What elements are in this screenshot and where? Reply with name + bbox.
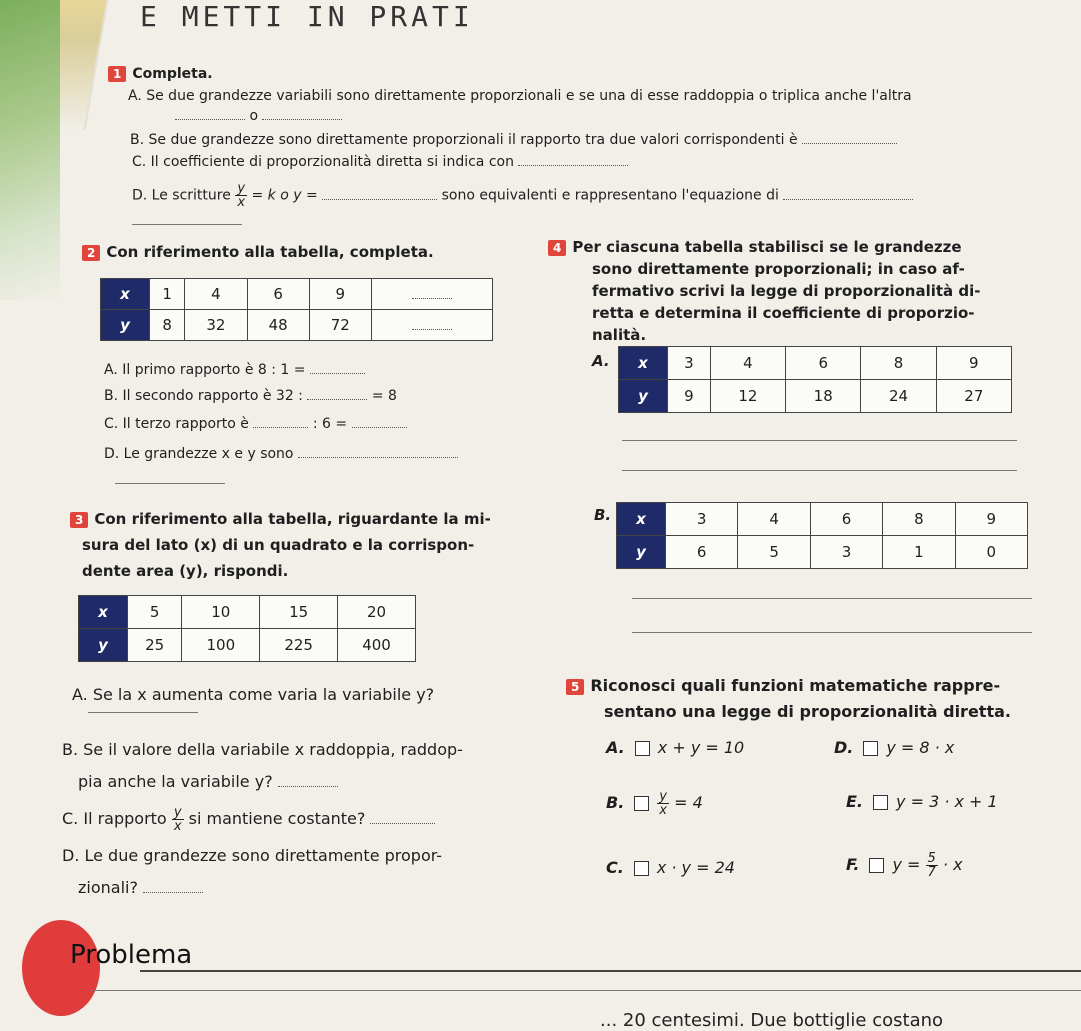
ex2-item-c <box>104 416 407 432</box>
ex3-x-cell: 20 <box>338 596 416 629</box>
ex4-title-l2: sono direttamente proporzionali; in caso af- <box>592 260 965 278</box>
ex2-row-y <box>101 310 493 341</box>
ex3-y-cell: 100 <box>182 629 260 662</box>
ex3-title-l1 <box>70 510 491 528</box>
ex1-item-a: A. Se due grandezze variabili sono direttamente proporzionali e se una di esse raddoppia o triplica anche l'altra <box>128 88 912 104</box>
ex4-a-row-x <box>619 347 1012 380</box>
ex4-a-x-cell: 9 <box>936 347 1011 380</box>
ex4-title-l1 <box>548 238 962 256</box>
ex2-x-blank-cell[interactable] <box>371 279 492 310</box>
ex4-table-b <box>616 502 1028 569</box>
ex3-title-l3: dente area (y), rispondi. <box>82 562 289 580</box>
ex1-c-blank[interactable] <box>518 165 628 166</box>
ex3-y-label: y <box>79 629 128 662</box>
ex3-item-d-l2 <box>78 878 203 897</box>
ex4-a-x-cell: 4 <box>710 347 785 380</box>
ex1-item-c <box>132 154 628 170</box>
ex4-b-x-cell: 4 <box>738 503 810 536</box>
ex2-y-cell: 8 <box>150 310 185 341</box>
ex1-title <box>108 66 213 82</box>
ex1-b-text: B. Se due grandezze sono direttamente proporzionali il rapporto tra due valori corrispondenti è <box>130 132 798 148</box>
ex1-d-mid: = k o y = <box>251 187 318 204</box>
ex2-y-label: y <box>101 310 150 341</box>
ex1-d-blank-1[interactable] <box>322 199 437 200</box>
ex3-x-cell: 5 <box>128 596 182 629</box>
problema-divider-2 <box>90 990 1081 991</box>
ex1-number: 1 <box>108 66 126 82</box>
ex5-b-text: = 4 <box>674 793 703 812</box>
ex3-row-y <box>79 629 416 662</box>
ex5-e-text: y = 3 · x + 1 <box>896 792 998 811</box>
ex5-number: 5 <box>566 679 584 695</box>
ex3-title-l2: sura del lato (x) di un quadrato e la corrispon- <box>82 536 475 554</box>
ex5-option-c[interactable] <box>606 858 735 877</box>
ex1-d-pre: D. Le scritture <box>132 187 231 204</box>
ex4-title-l5: nalità. <box>592 326 647 344</box>
ex3-item-d-l1: D. Le due grandezze sono direttamente propor- <box>62 846 443 865</box>
ex3-c-pre: C. Il rapporto <box>62 809 167 828</box>
ex5-f-pre: y = <box>892 855 921 874</box>
ex2-y-cell: 32 <box>185 310 247 341</box>
ex2-x-cell: 9 <box>309 279 371 310</box>
ex4-a-y-cell: 9 <box>668 380 711 413</box>
ex4-title-l1-text: Per ciascuna tabella stabilisci se le grandezze <box>572 238 962 256</box>
ex4-a-answer-line-1[interactable] <box>622 440 1017 441</box>
ex2-x-cell: 4 <box>185 279 247 310</box>
ex1-title-text: Completa. <box>132 66 213 82</box>
ex5-b-num: y <box>659 789 667 804</box>
ex5-title-l2: sentano una legge di proporzionalità diretta. <box>604 702 1011 721</box>
section-header: E METTI IN PRATI <box>140 0 474 33</box>
ex5-title-l1 <box>566 676 1000 695</box>
ex1-item-a-blanks <box>175 108 342 124</box>
ex2-item-b <box>104 388 397 404</box>
decorative-leaf-band <box>0 0 60 300</box>
ex1-d-blank-2[interactable] <box>783 199 913 200</box>
ex4-a-y-label: y <box>619 380 668 413</box>
ex3-item-b-l1: B. Se il valore della variabile x raddoppia, raddop- <box>62 740 463 759</box>
ex3-table <box>78 595 416 662</box>
ex4-b-y-cell: 1 <box>883 536 955 569</box>
ex3-number: 3 <box>70 512 88 528</box>
ex2-y-cell: 48 <box>247 310 309 341</box>
ex2-y-cell: 72 <box>309 310 371 341</box>
ex2-b-pre: B. Il secondo rapporto è 32 : <box>104 388 303 404</box>
ex3-b-l2-text: pia anche la variabile y? <box>78 772 273 791</box>
ex4-b-answer-line-2[interactable] <box>632 632 1032 633</box>
ex4-a-x-label: x <box>619 347 668 380</box>
ex1-d-fraction <box>235 182 247 209</box>
problema-text: ... 20 centesimi. Due bottiglie costano <box>600 1010 944 1031</box>
ex1-item-d <box>132 182 913 209</box>
ex5-option-e[interactable] <box>846 792 998 811</box>
ex2-x-cell: 1 <box>150 279 185 310</box>
ex5-c-letter: C. <box>606 858 624 877</box>
ex1-c-text: C. Il coefficiente di proporzionalità diretta si indica con <box>132 154 514 170</box>
ex3-item-a: A. Se la x aumenta come varia la variabile y? <box>72 685 435 704</box>
ex2-item-d <box>104 446 458 462</box>
ex4-b-y-cell: 6 <box>666 536 738 569</box>
ex4-b-x-label: x <box>617 503 666 536</box>
ex2-title <box>82 243 434 261</box>
ex2-row-x <box>101 279 493 310</box>
ex5-option-f[interactable] <box>846 852 963 879</box>
ex4-b-x-cell: 9 <box>955 503 1027 536</box>
checkbox-b[interactable] <box>634 796 649 811</box>
ex4-number: 4 <box>548 240 566 256</box>
problema-divider <box>140 970 1081 972</box>
ex3-y-cell: 225 <box>260 629 338 662</box>
ex5-f-letter: F. <box>846 855 860 874</box>
ex3-x-cell: 10 <box>182 596 260 629</box>
ex2-b-blank[interactable] <box>307 399 367 400</box>
ex2-y-blank-cell[interactable] <box>371 310 492 341</box>
ex4-a-y-cell: 18 <box>786 380 861 413</box>
ex5-a-letter: A. <box>606 738 625 757</box>
ex4-a-y-cell: 24 <box>861 380 936 413</box>
ex5-c-text: x · y = 24 <box>656 858 735 877</box>
ex3-c-post: si mantiene costante? <box>188 809 366 828</box>
ex2-d-blank[interactable] <box>298 457 458 458</box>
ex2-x-label: x <box>101 279 150 310</box>
ex3-x-label: x <box>79 596 128 629</box>
ex4-b-x-cell: 8 <box>883 503 955 536</box>
ex4-table-b-label: B. <box>594 506 612 524</box>
ex4-b-y-label: y <box>617 536 666 569</box>
problema-heading: Problema <box>70 940 193 970</box>
ex4-title-l4: retta e determina il coefficiente di proporzio- <box>592 304 975 322</box>
ex3-c-num: y <box>173 805 182 820</box>
ex4-title-l3: fermativo scrivi la legge di proporzionalità di- <box>592 282 981 300</box>
checkbox-e[interactable] <box>873 795 888 810</box>
ex2-title-text: Con riferimento alla tabella, completa. <box>106 243 434 261</box>
ex3-title-l1-text: Con riferimento alla tabella, riguardante la mi- <box>94 510 491 528</box>
ex3-c-blank[interactable] <box>370 823 435 824</box>
ex4-b-y-cell: 3 <box>810 536 882 569</box>
ex4-b-y-cell: 5 <box>738 536 810 569</box>
ex5-e-letter: E. <box>846 792 864 811</box>
ex1-item-b <box>130 132 897 148</box>
ex3-c-den: x <box>173 819 182 834</box>
ex2-table <box>100 278 493 341</box>
ex5-f-post: · x <box>942 855 963 874</box>
ex3-c-fraction <box>172 806 184 833</box>
ex1-b-blank[interactable] <box>802 143 897 144</box>
ex5-f-num: 5 <box>927 851 936 866</box>
ex4-table-a-label: A. <box>592 352 610 370</box>
ex5-option-a[interactable] <box>606 738 744 757</box>
ex5-b-letter: B. <box>606 793 625 812</box>
ex2-a-text: A. Il primo rapporto è 8 : 1 = <box>104 362 306 378</box>
ex3-y-cell: 400 <box>338 629 416 662</box>
ex2-c-mid: : 6 = <box>312 416 348 432</box>
ex1-d-den: x <box>237 195 246 210</box>
ex4-a-x-cell: 6 <box>786 347 861 380</box>
ex1-d-post: sono equivalenti e rappresentano l'equazione di <box>441 187 779 204</box>
ex5-f-den: 7 <box>927 865 936 880</box>
ex4-a-x-cell: 3 <box>668 347 711 380</box>
ex2-d-line[interactable] <box>115 483 225 484</box>
ex1-a-or: o <box>249 108 259 124</box>
ex2-a-blank[interactable] <box>310 373 365 374</box>
ex5-title-l1-text: Riconosci quali funzioni matematiche rappre- <box>590 676 1001 695</box>
ex2-x-cell: 6 <box>247 279 309 310</box>
ex3-item-c <box>62 806 435 833</box>
checkbox-d[interactable] <box>863 741 878 756</box>
ex3-item-b-l2 <box>78 772 338 791</box>
ex4-a-y-cell: 27 <box>936 380 1011 413</box>
checkbox-c[interactable] <box>634 861 649 876</box>
ex3-d-l2-text: zionali? <box>78 878 138 897</box>
ex2-d-text: D. Le grandezze x e y sono <box>104 446 294 462</box>
ex3-d-blank[interactable] <box>143 892 203 893</box>
ex1-d-line[interactable] <box>132 224 242 225</box>
ex5-b-fraction <box>657 790 669 817</box>
ex5-d-letter: D. <box>834 738 854 757</box>
ex4-b-x-cell: 6 <box>810 503 882 536</box>
ex3-b-blank[interactable] <box>278 786 338 787</box>
ex3-x-cell: 15 <box>260 596 338 629</box>
ex1-a-blank-2[interactable] <box>262 119 342 120</box>
ex3-y-cell: 25 <box>128 629 182 662</box>
ex4-a-answer-line-2[interactable] <box>622 470 1017 471</box>
ex5-f-fraction <box>926 852 938 879</box>
ex5-option-b[interactable] <box>606 790 703 817</box>
ex2-item-a <box>104 362 365 378</box>
ex4-b-x-cell: 3 <box>666 503 738 536</box>
ex5-d-text: y = 8 · x <box>886 738 955 757</box>
ex1-d-num: y <box>237 181 246 196</box>
ex2-c-pre: C. Il terzo rapporto è <box>104 416 249 432</box>
ex4-b-answer-line-1[interactable] <box>632 598 1032 599</box>
ex4-table-a <box>618 346 1012 413</box>
ex4-b-row-x <box>617 503 1028 536</box>
ex5-b-den: x <box>659 803 667 818</box>
ex2-b-post: = 8 <box>371 388 397 404</box>
checkbox-a[interactable] <box>635 741 650 756</box>
checkbox-f[interactable] <box>869 858 884 873</box>
ex4-b-y-cell: 0 <box>955 536 1027 569</box>
ex2-c-blank-1[interactable] <box>253 427 308 428</box>
ex1-a-blank-1[interactable] <box>175 119 245 120</box>
ex4-b-row-y <box>617 536 1028 569</box>
ex4-a-y-cell: 12 <box>710 380 785 413</box>
ex5-a-text: x + y = 10 <box>657 738 745 757</box>
ex2-c-blank-2[interactable] <box>352 427 407 428</box>
ex2-number: 2 <box>82 245 100 261</box>
ex5-option-d[interactable] <box>834 738 954 757</box>
ex3-row-x <box>79 596 416 629</box>
ex4-a-row-y <box>619 380 1012 413</box>
ex4-a-x-cell: 8 <box>861 347 936 380</box>
ex3-a-line[interactable] <box>88 712 198 713</box>
